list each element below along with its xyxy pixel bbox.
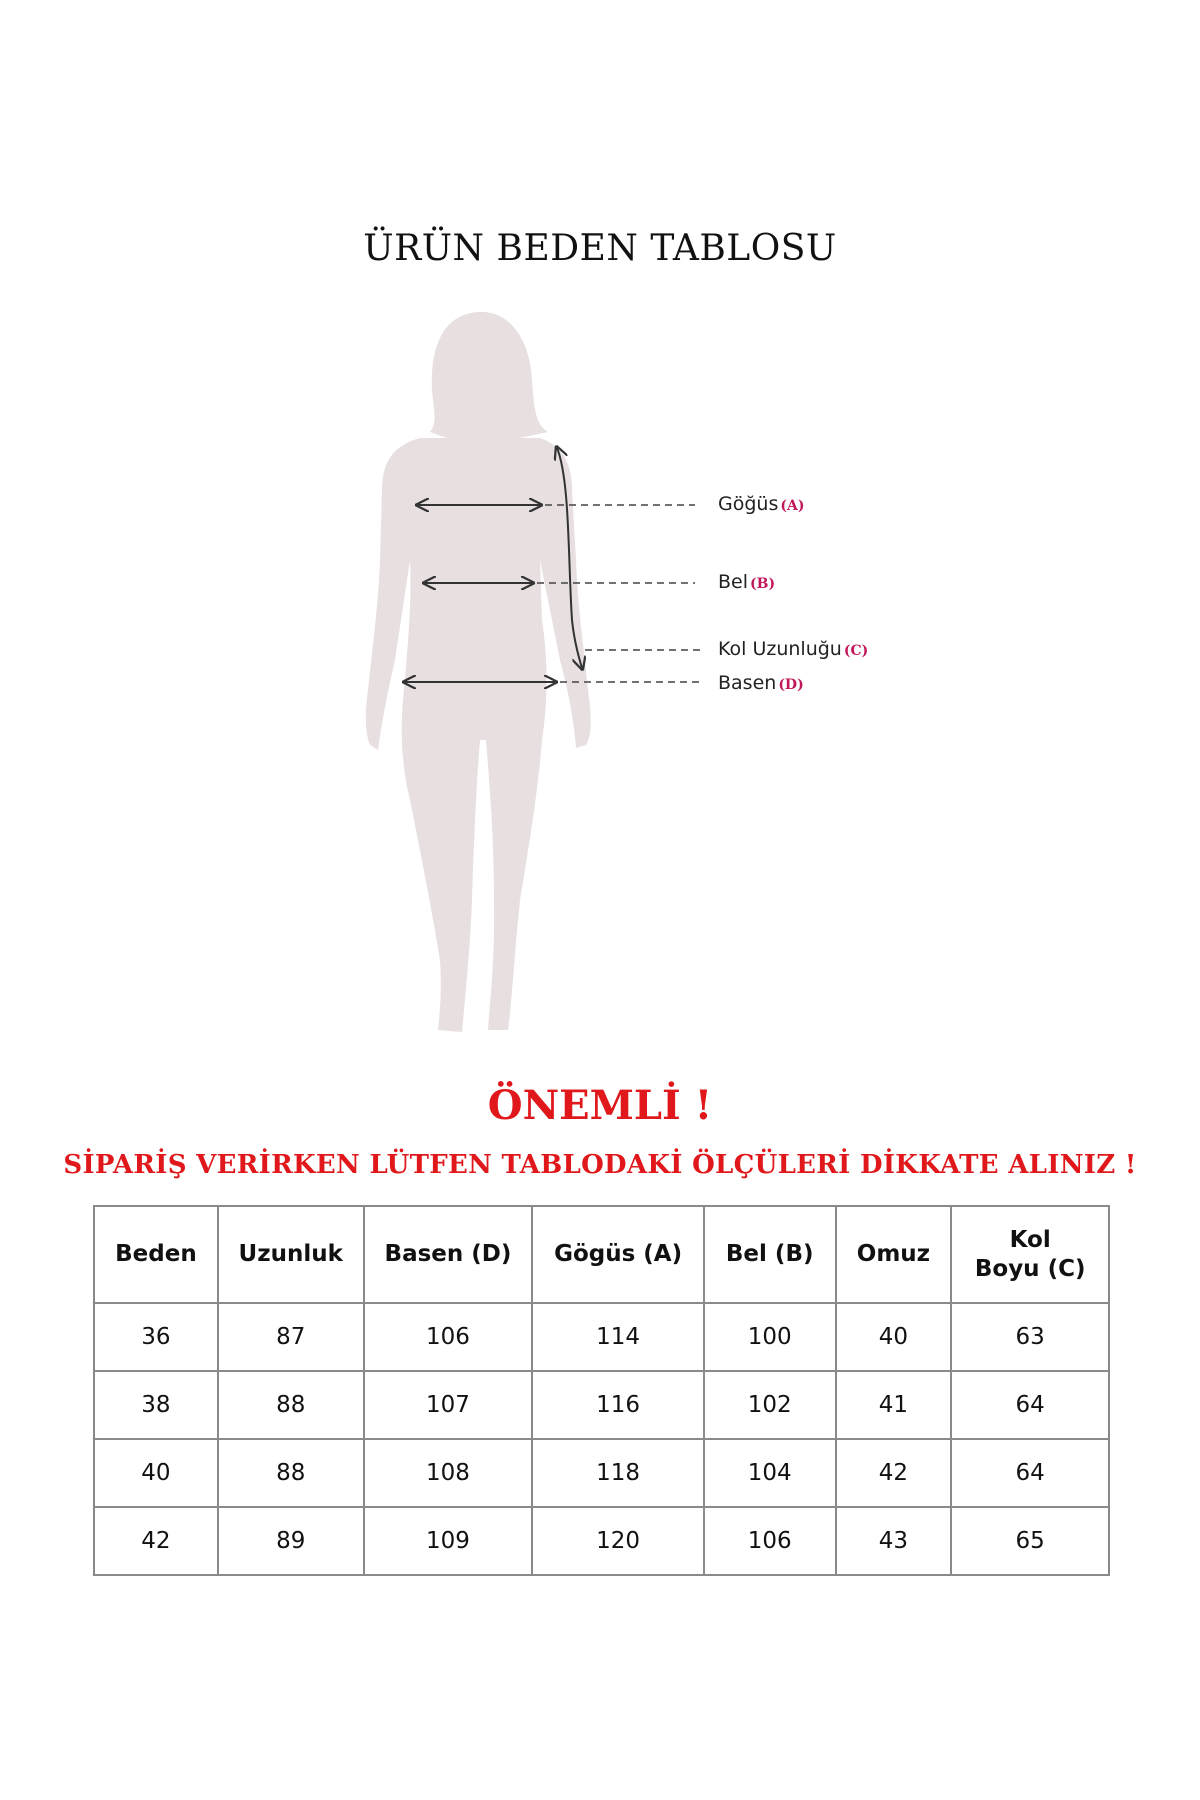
table-cell: 106 [704, 1507, 836, 1575]
table-cell: 36 [94, 1303, 218, 1371]
table-cell: 43 [836, 1507, 952, 1575]
notice-text: SİPARİŞ VERİRKEN LÜTFEN TABLODAKİ ÖLÇÜLERİ DİKKATE ALINIZ ! [63, 1150, 1137, 1180]
table-cell: 40 [94, 1439, 218, 1507]
table-cell: 64 [951, 1371, 1109, 1439]
table-cell: 120 [532, 1507, 704, 1575]
table-row [94, 1439, 1109, 1507]
header-bel: Bel (B) [704, 1206, 836, 1303]
woman-silhouette-icon [366, 312, 591, 1032]
header-basen: Basen (D) [364, 1206, 533, 1303]
table-cell: 104 [704, 1439, 836, 1507]
header-gogus: Gögüs (A) [532, 1206, 704, 1303]
header-beden: Beden [94, 1206, 218, 1303]
table-cell: 116 [532, 1371, 704, 1439]
label-bel: Bel (B) [718, 571, 776, 593]
table-cell: 40 [836, 1303, 952, 1371]
label-kol-uzunlugu: Kol Uzunluğu (C) [718, 638, 869, 660]
table-cell: 38 [94, 1371, 218, 1439]
table-cell: 107 [364, 1371, 533, 1439]
table-cell: 42 [94, 1507, 218, 1575]
table-cell: 108 [364, 1439, 533, 1507]
table-cell: 88 [218, 1439, 364, 1507]
header-kol-boyu: Kol Boyu (C) [951, 1206, 1109, 1303]
label-basen: Basen (D) [718, 672, 804, 694]
table-row [94, 1507, 1109, 1575]
label-gogus: Göğüs (A) [718, 493, 805, 515]
table-row [94, 1303, 1109, 1371]
header-omuz: Omuz [836, 1206, 952, 1303]
important-heading: ÖNEMLİ ! [487, 1082, 713, 1129]
table-cell: 87 [218, 1303, 364, 1371]
table-cell: 64 [951, 1439, 1109, 1507]
table-cell: 65 [951, 1507, 1109, 1575]
table-row [94, 1371, 1109, 1439]
table-cell: 88 [218, 1371, 364, 1439]
table-cell: 63 [951, 1303, 1109, 1371]
table-header-row [94, 1206, 1109, 1303]
page-title: ÜRÜN BEDEN TABLOSU [363, 228, 837, 269]
table-cell: 89 [218, 1507, 364, 1575]
header-uzunluk: Uzunluk [218, 1206, 364, 1303]
table-cell: 109 [364, 1507, 533, 1575]
table-cell: 42 [836, 1439, 952, 1507]
table-cell: 41 [836, 1371, 952, 1439]
table-cell: 102 [704, 1371, 836, 1439]
table-cell: 106 [364, 1303, 533, 1371]
table-cell: 100 [704, 1303, 836, 1371]
table-cell: 118 [532, 1439, 704, 1507]
table-cell: 114 [532, 1303, 704, 1371]
size-table [93, 1205, 1110, 1576]
